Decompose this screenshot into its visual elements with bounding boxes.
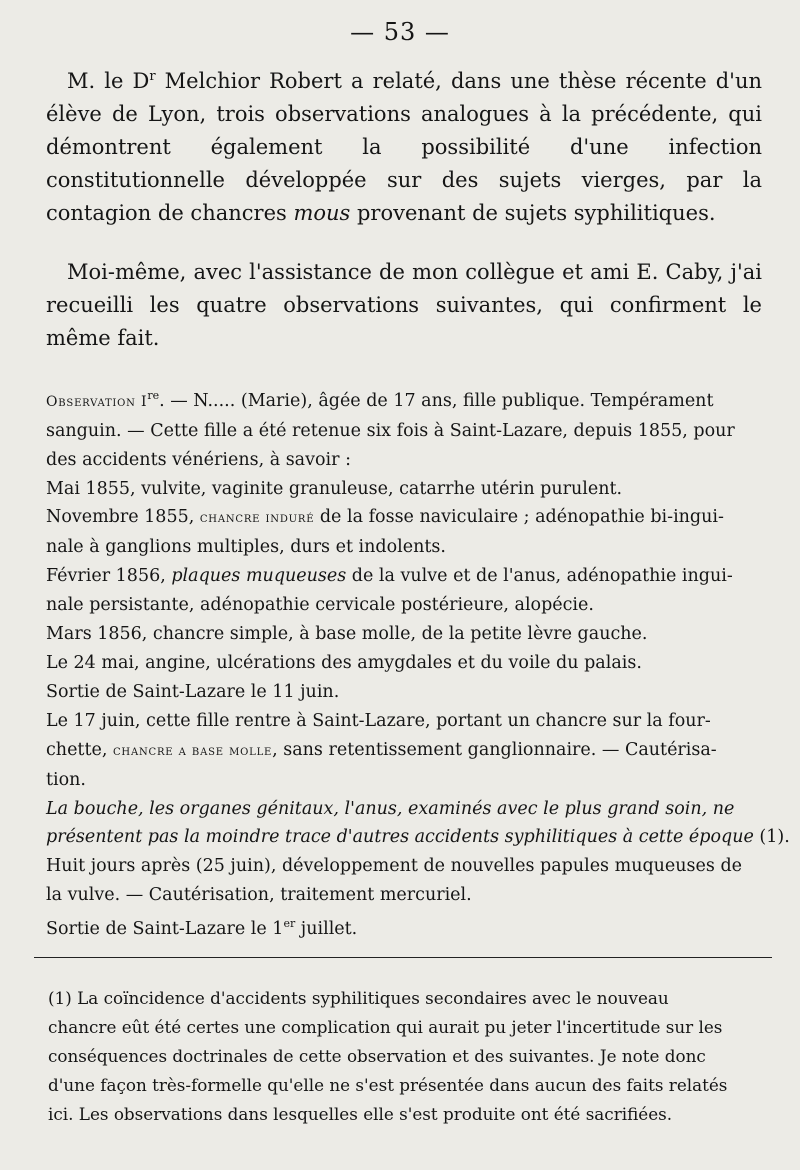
observation-line-13 [46, 736, 762, 766]
paragraph-1-text-c: provenant de sujets syphilitiques. [350, 201, 716, 225]
observation-line-17: Huit jours après (25 juin), développement de nouvelles papules muqueuses de [46, 856, 743, 877]
observation-line-10: Le 24 mai, angine, ulcérations des amygdales et du voile du palais. [46, 652, 642, 673]
footnote-line-5: ici. Les observations dans lesquelles elle s'est produite ont été sacrifiées. [48, 1104, 673, 1124]
observation-line-11: Sortie de Saint-Lazare le 11 juin. [46, 681, 340, 702]
observation-line-15: La bouche, les organes génitaux, l'anus, examinés avec le plus grand soin, ne [46, 798, 735, 819]
observation-line-5 [46, 503, 762, 533]
footnote-reference: (1). [753, 827, 790, 848]
paragraph-1-text-a: M. le D [67, 69, 150, 93]
observation-line-19-a: Sortie de Saint-Lazare le 1 [46, 918, 284, 939]
paragraph-1-text-b: Melchior Robert a relaté, dans une thèse récente d'un élève de Lyon, trois observations analogues à la précédente, qui démontrent également la possibilité d'une infection constitutionnelle développée sur des sujets vierges, par la contagion de chancres [46, 69, 762, 225]
paragraph-1 [46, 60, 762, 230]
footnote-divider [34, 957, 772, 958]
observation-line-12: Le 17 juin, cette fille rentre à Saint-Lazare, portant un chancre sur la four- [46, 710, 711, 731]
observation-line-18: la vulve. — Cautérisation, traitement mercuriel. [46, 885, 472, 906]
observation-heading: Observation I [46, 393, 148, 410]
observation-line-7-a: Février 1856, [46, 566, 172, 587]
observation-line-1 [46, 382, 762, 417]
observation-line-8: nale persistante, adénopathie cervicale postérieure, alopécie. [46, 595, 594, 616]
paragraph-1-italic: mous [293, 201, 351, 225]
observation-line-9: Mars 1856, chancre simple, à base molle, de la petite lèvre gauche. [46, 624, 648, 645]
observation-line-5-a: Novembre 1855, [46, 507, 200, 528]
observation-line-7 [46, 562, 762, 591]
observation-line-2: sanguin. — Cette fille a été retenue six fois à Saint-Lazare, depuis 1855, pour [46, 420, 735, 441]
footnote-line-3: conséquences doctrinales de cette observation et des suivantes. Je note donc [48, 1046, 706, 1066]
paragraph-2 [46, 256, 762, 355]
footnote-line-1: (1) La coïncidence d'accidents syphilitiques secondaires avec le nouveau [48, 988, 669, 1008]
observation-line-13-smallcaps: chancre a base molle [112, 742, 273, 759]
observation-line-19 [46, 910, 762, 944]
observation-line-6: nale à ganglions multiples, durs et indolents. [46, 537, 446, 558]
observation-line-5-b: de la fosse naviculaire ; adénopathie bi-ingui- [314, 507, 724, 528]
observation-line-3: des accidents vénériens, à savoir : [46, 449, 351, 470]
observation-line-7-b: de la vulve et de l'anus, adénopathie ingui- [346, 566, 733, 587]
observation-line-16-italic: présentent pas la moindre trace d'autres accidents syphilitiques à cette époque [46, 827, 754, 848]
observation-heading-sup: re [147, 389, 160, 402]
observation-line-14: tion. [46, 769, 86, 790]
observation-line-13-b: , sans retentissement ganglionnaire. — Cautérisa- [272, 739, 717, 760]
observation-line-7-italic: plaques muqueuses [171, 566, 347, 587]
observation-line-4: Mai 1855, vulvite, vaginite granuleuse, catarrhe utérin purulent. [46, 478, 623, 499]
footnote [48, 984, 762, 1129]
superscript-r: r [149, 69, 156, 84]
page-number: — 53 — [350, 18, 450, 46]
observation-line-13-a: chette, [46, 739, 113, 760]
observation-line-5-smallcaps: chancre induré [199, 510, 315, 527]
footnote-line-4: d'une façon très-formelle qu'elle ne s'est présentée dans aucun des faits relatés [48, 1075, 728, 1095]
observation-line-16 [46, 823, 790, 852]
observation-line-19-sup: er [283, 917, 296, 931]
paragraph-2-text: Moi-même, avec l'assistance de mon collègue et ami E. Caby, j'ai recueilli les quatre observations suivantes, qui confirment le même fait. [46, 260, 762, 350]
footnote-line-2: chancre eût été certes une complication qui aurait pu jeter l'incertitude sur les [48, 1017, 723, 1037]
observation-block [46, 382, 790, 944]
observation-line-19-b: juillet. [295, 918, 358, 939]
observation-line-1-rest: . — N..... (Marie), âgée de 17 ans, fille publique. Tempérament [159, 390, 714, 411]
